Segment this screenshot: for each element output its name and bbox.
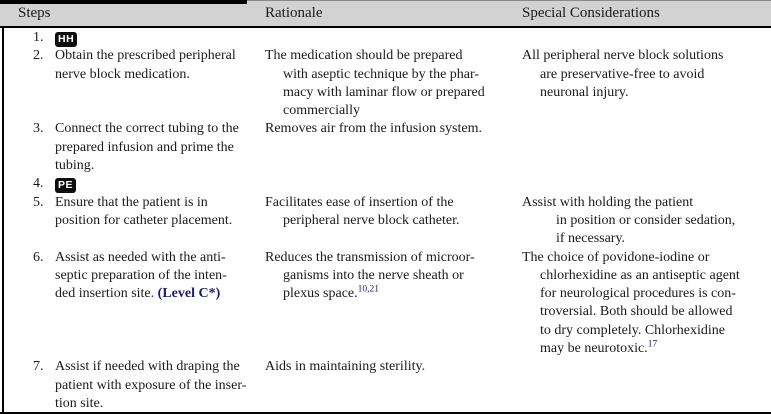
text-line: neuronal injury. <box>540 84 629 100</box>
text-line: plexus space.$^{10,21}$ <box>283 284 380 302</box>
text-line: for neurological procedures is con- <box>540 286 736 302</box>
step-number: 5. <box>33 194 44 210</box>
table-row <box>0 358 771 413</box>
special-considerations-cell <box>504 120 771 175</box>
rationale-cell <box>247 47 504 120</box>
steps-cell <box>0 120 247 175</box>
table-row <box>0 29 771 47</box>
text-line: to dry completely. Chlorhexidine <box>540 322 725 338</box>
text-line: tubing. <box>55 158 95 174</box>
column-header-steps: Steps <box>18 5 51 21</box>
text-line: position for catheter placement. <box>55 212 233 228</box>
text-line: Assist as needed with the anti- <box>55 249 226 265</box>
text-line: Aids in maintaining sterility. <box>265 359 426 375</box>
step-number: 1. <box>33 30 44 45</box>
steps-cell <box>0 194 247 249</box>
table-row <box>0 249 771 359</box>
text-line: ganisms into the nerve sheath or <box>283 267 464 283</box>
table-row <box>0 47 771 120</box>
special-considerations-cell <box>504 29 771 47</box>
special-considerations-cell <box>504 249 771 359</box>
table-row <box>0 194 771 249</box>
text-line <box>55 29 247 47</box>
text-line: Connect the correct tubing to the <box>55 121 239 137</box>
text-line: The medication should be prepared <box>265 48 463 64</box>
step-number: 4. <box>33 176 44 192</box>
table-body <box>0 28 771 413</box>
text-line: tion site. <box>55 395 104 411</box>
step-content <box>55 47 247 84</box>
pe-step-badge-icon: PE <box>55 178 76 193</box>
text-line: Assist with holding the patient <box>522 194 694 210</box>
rationale-cell <box>247 175 504 193</box>
table-row <box>0 175 771 193</box>
step-content <box>55 358 247 413</box>
steps-cell <box>0 249 247 359</box>
steps-cell <box>0 175 247 193</box>
rationale-cell <box>247 358 504 413</box>
text-line: Reduces the transmission of microor- <box>265 249 475 265</box>
text-line: patient with exposure of the inser- <box>55 377 247 393</box>
left-border-line <box>2 27 4 414</box>
special-considerations-cell <box>504 175 771 193</box>
table-header-row <box>0 0 771 28</box>
text-line: The choice of povidone-iodine or <box>522 249 710 265</box>
column-header-special-considerations: Special Considerations <box>522 5 660 21</box>
step-number: 2. <box>33 48 44 64</box>
text-line: in position or consider sedation, <box>556 212 736 228</box>
rationale-cell <box>247 249 504 359</box>
text-line: chlorhexidine as an antiseptic agent <box>540 267 740 283</box>
step-number: 3. <box>33 121 44 137</box>
text-line: Obtain the prescribed peripheral <box>55 48 236 64</box>
table-row <box>0 120 771 175</box>
step-content <box>55 29 247 47</box>
reference-superscript: 10,21 <box>357 284 380 295</box>
top-corner-bar <box>0 0 247 4</box>
text-line: Ensure that the patient is in <box>55 194 208 210</box>
text-line: are preservative-free to avoid <box>540 66 705 82</box>
text-line: prepared infusion and prime the <box>55 139 234 155</box>
text-line: with aseptic technique by the phar- <box>283 66 480 82</box>
step-content <box>55 249 247 304</box>
special-considerations-cell <box>504 358 771 413</box>
hh-step-badge-icon: HH <box>55 32 77 47</box>
text-line: may be neurotoxic.$^{17}$ <box>540 339 658 357</box>
rationale-cell <box>247 29 504 47</box>
text-line: if necessary. <box>556 231 626 247</box>
evidence-level-label: (Level C*) <box>157 286 221 302</box>
text-line: macy with laminar flow or prepared <box>283 84 485 100</box>
special-considerations-cell <box>504 194 771 249</box>
text-line: Assist if needed with draping the <box>55 359 240 375</box>
step-number: 6. <box>33 249 44 265</box>
rationale-cell <box>247 194 504 249</box>
text-line: Facilitates ease of insertion of the <box>265 194 454 210</box>
text-line: Removes air from the infusion system. <box>265 121 482 137</box>
text-line <box>55 175 247 193</box>
step-content <box>55 120 247 175</box>
rationale-cell <box>247 120 504 175</box>
step-content <box>55 194 247 231</box>
steps-cell <box>0 29 247 47</box>
reference-superscript: 17 <box>647 339 658 350</box>
text-line: peripheral nerve block catheter. <box>283 212 460 228</box>
step-number: 7. <box>33 359 44 375</box>
text-line: All peripheral nerve block solutions <box>522 48 724 64</box>
steps-cell <box>0 358 247 413</box>
text-line: ded insertion site. (Level C*) <box>55 286 221 302</box>
text-line: nerve block medication. <box>55 66 190 82</box>
text-line: troversial. Both should be allowed <box>540 304 733 320</box>
steps-cell <box>0 47 247 120</box>
special-considerations-cell <box>504 47 771 120</box>
step-content <box>55 175 247 193</box>
column-header-rationale: Rationale <box>265 5 323 21</box>
text-line: septic preparation of the inten- <box>55 267 227 283</box>
text-line: commercially <box>283 103 360 119</box>
